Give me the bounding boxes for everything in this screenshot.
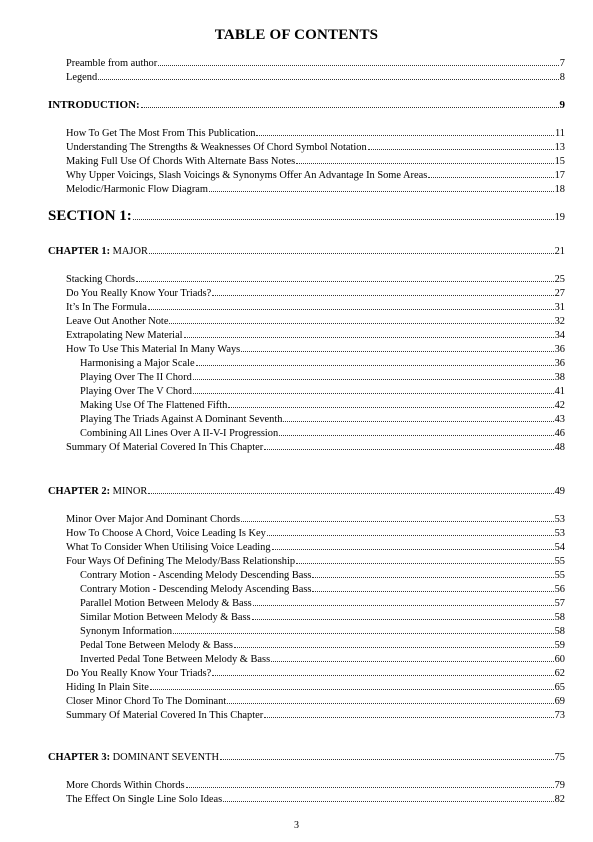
- chapter-prefix: CHAPTER 1:: [48, 246, 111, 257]
- toc-entry-page: 43: [554, 414, 565, 425]
- toc-entry-page: 11: [554, 128, 565, 139]
- leader-dots: [283, 412, 553, 422]
- toc-subentry[interactable]: [80, 370, 565, 384]
- leader-dots: [209, 182, 554, 192]
- toc-entry[interactable]: [66, 792, 565, 806]
- toc-chapter-entry[interactable]: [48, 750, 565, 764]
- toc-entry-page: 49: [554, 486, 565, 497]
- leader-dots: [98, 70, 559, 80]
- toc-entry-label: Summary Of Material Covered In This Chapter: [66, 442, 264, 453]
- toc-entry-label: Parallel Motion Between Melody & Bass: [80, 598, 252, 609]
- leader-dots: [150, 680, 554, 690]
- toc-entry[interactable]: [66, 168, 565, 182]
- toc-entry-label: Harmonising a Major Scale: [80, 358, 195, 369]
- leader-dots: [148, 484, 553, 494]
- toc-subentry[interactable]: [80, 356, 565, 370]
- leader-dots: [196, 356, 554, 366]
- toc-entry-label: MINOR: [110, 486, 148, 497]
- leader-dots: [212, 286, 553, 296]
- toc-subentry[interactable]: [80, 638, 565, 652]
- toc-entry-label: Four Ways Of Defining The Melody/Bass Relationship: [66, 556, 296, 567]
- toc-entry-page: 57: [554, 598, 565, 609]
- chapter-prefix: CHAPTER 2:: [48, 486, 111, 497]
- toc-entry-label: Why Upper Voicings, Slash Voicings & Synonyms Offer An Advantage In Some Areas: [66, 170, 428, 181]
- toc-entry-page: 25: [554, 274, 565, 285]
- toc-entry-label: How To Get The Most From This Publication: [66, 128, 256, 139]
- leader-dots: [428, 168, 553, 178]
- leader-dots: [256, 126, 554, 136]
- toc-subentry[interactable]: [80, 398, 565, 412]
- page-title: TABLE OF CONTENTS: [214, 27, 379, 43]
- toc-subentry[interactable]: [80, 384, 565, 398]
- toc-entry-page: 62: [554, 668, 565, 679]
- toc-entry-label: Making Full Use Of Chords With Alternate Bass Notes: [66, 156, 296, 167]
- toc-entry[interactable]: [66, 708, 565, 722]
- toc-entry-label: Melodic/Harmonic Flow Diagram: [66, 184, 208, 195]
- toc-entry[interactable]: [66, 126, 565, 140]
- toc-entry-label: Do You Really Know Your Triads?: [66, 288, 212, 299]
- toc-entry-label: Leave Out Another Note: [66, 316, 169, 327]
- toc-entry[interactable]: [66, 328, 565, 342]
- toc-entry-label: Minor Over Major And Dominant Chords: [66, 514, 241, 525]
- toc-section-entry[interactable]: [48, 210, 565, 224]
- leader-dots: [241, 342, 553, 352]
- leader-dots: [223, 792, 553, 802]
- toc-entry-page: 17: [554, 170, 565, 181]
- leader-dots: [296, 154, 553, 164]
- toc-entry-label: Inverted Pedal Tone Between Melody & Bass: [80, 654, 271, 665]
- toc-chapter-entry[interactable]: [48, 244, 565, 258]
- leader-dots: [141, 98, 559, 108]
- toc-entry-page: 38: [554, 372, 565, 383]
- leader-dots: [148, 300, 554, 310]
- toc-entry[interactable]: [66, 512, 565, 526]
- toc-entry[interactable]: [66, 680, 565, 694]
- toc-chapter-entry[interactable]: [48, 484, 565, 498]
- toc-entry-label: Preamble from author: [66, 58, 158, 69]
- toc-entry[interactable]: [66, 526, 565, 540]
- leader-dots: [312, 582, 553, 592]
- toc-entry-page: 54: [554, 542, 565, 553]
- toc-entry-page: 73: [554, 710, 565, 721]
- leader-dots: [253, 596, 554, 606]
- toc-entry-page: 27: [554, 288, 565, 299]
- toc-entry-page: 31: [554, 302, 565, 313]
- page-number: 3: [294, 820, 299, 831]
- toc-entry-page: 79: [554, 780, 565, 791]
- toc-entry-label: More Chords Within Chords: [66, 780, 185, 791]
- toc-entry-label: DOMINANT SEVENTH: [110, 752, 219, 763]
- toc-subentry[interactable]: [80, 652, 565, 666]
- toc-entry-page: 42: [554, 400, 565, 411]
- toc-entry-label: Summary Of Material Covered In This Chapter: [66, 710, 264, 721]
- toc-entry-page: 82: [554, 794, 565, 805]
- leader-dots: [158, 56, 559, 66]
- toc-entry-page: 60: [554, 654, 565, 665]
- toc-subentry[interactable]: [80, 568, 565, 582]
- toc-entry-page: 9: [559, 99, 565, 111]
- leader-dots: [267, 526, 554, 536]
- toc-entry[interactable]: [66, 182, 565, 196]
- leader-dots: [136, 272, 554, 282]
- toc-entry-page: 15: [554, 156, 565, 167]
- toc-entry-label: Playing The Triads Against A Dominant Seventh: [80, 414, 283, 425]
- leader-dots: [271, 652, 553, 662]
- toc-entry-page: 36: [554, 358, 565, 369]
- chapter-prefix: CHAPTER 3:: [48, 752, 111, 763]
- leader-dots: [264, 708, 553, 718]
- toc-subentry[interactable]: [80, 412, 565, 426]
- toc-entry-label: Stacking Chords: [66, 274, 135, 285]
- toc-entry-label: How To Choose A Chord, Voice Leading Is Key: [66, 528, 266, 539]
- toc-entry-label: The Effect On Single Line Solo Ideas: [66, 794, 223, 805]
- toc-entry-page: 55: [554, 556, 565, 567]
- toc-subentry[interactable]: [80, 426, 565, 440]
- toc-entry[interactable]: [66, 286, 565, 300]
- toc-entry-page: 53: [554, 514, 565, 525]
- toc-entry-label: Closer Minor Chord To The Dominant: [66, 696, 227, 707]
- toc-entry-page: 58: [554, 626, 565, 637]
- leader-dots: [252, 610, 554, 620]
- toc-subentry[interactable]: [80, 624, 565, 638]
- toc-entry-label: Similar Motion Between Melody & Bass: [80, 612, 251, 623]
- toc-entry-label: Contrary Motion - Ascending Melody Descending Bass: [80, 570, 312, 581]
- toc-entry[interactable]: [66, 272, 565, 286]
- toc-entry-label: Contrary Motion - Descending Melody Ascending Bass: [80, 584, 312, 595]
- toc-entry[interactable]: [66, 440, 565, 454]
- toc-subentry[interactable]: [80, 582, 565, 596]
- toc-entry-label: What To Consider When Utilising Voice Leading: [66, 542, 271, 553]
- toc-intro-entry[interactable]: [48, 98, 565, 112]
- leader-dots: [220, 750, 554, 760]
- leader-dots: [186, 778, 554, 788]
- toc-entry-page: 36: [554, 344, 565, 355]
- toc-entry-page: 21: [554, 246, 565, 257]
- toc-entry-label: Making Use Of The Flattened Fifth: [80, 400, 228, 411]
- toc-entry-label: It’s In The Formula: [66, 302, 147, 313]
- toc-entry-label: Legend: [66, 72, 98, 83]
- toc-entry-page: 59: [554, 640, 565, 651]
- toc-entry[interactable]: [66, 554, 565, 568]
- toc-entry[interactable]: [66, 694, 565, 708]
- toc-subentry[interactable]: [80, 596, 565, 610]
- leader-dots: [173, 624, 554, 634]
- toc-entry-label: Combining All Lines Over A II-V-I Progression: [80, 428, 279, 439]
- toc-entry-label: How To Use This Material In Many Ways: [66, 344, 241, 355]
- leader-dots: [228, 398, 553, 408]
- toc-entry-page: 8: [559, 72, 565, 83]
- toc-entry-label: Do You Really Know Your Triads?: [66, 668, 212, 679]
- leader-dots: [234, 638, 554, 648]
- leader-dots: [241, 512, 554, 522]
- toc-entry-page: 41: [554, 386, 565, 397]
- toc-entry[interactable]: [66, 666, 565, 680]
- toc-entry[interactable]: [66, 154, 565, 168]
- toc-entry-page: 13: [554, 142, 565, 153]
- toc-entry-page: 32: [554, 316, 565, 327]
- toc-entry-page: 56: [554, 584, 565, 595]
- toc-entry-page: 7: [559, 58, 565, 69]
- toc-entry-page: 34: [554, 330, 565, 341]
- leader-dots: [149, 244, 554, 254]
- toc-entry-page: 53: [554, 528, 565, 539]
- toc-entry-label: SECTION 1:: [48, 208, 132, 224]
- leader-dots: [272, 540, 554, 550]
- leader-dots: [296, 554, 554, 564]
- leader-dots: [193, 370, 554, 380]
- toc-entry-label: Understanding The Strengths & Weaknesses Of Chord Symbol Notation: [66, 142, 367, 153]
- toc-entry[interactable]: [66, 778, 565, 792]
- toc-entry[interactable]: [66, 342, 565, 356]
- leader-dots: [184, 328, 554, 338]
- leader-dots: [227, 694, 553, 704]
- toc-entry-page: 18: [554, 184, 565, 195]
- leader-dots: [212, 666, 553, 676]
- toc-subentry[interactable]: [80, 610, 565, 624]
- toc-entry-label: MAJOR: [110, 246, 148, 257]
- toc-entry-label: INTRODUCTION:: [48, 99, 140, 111]
- toc-entry-label: Synonym Information: [80, 626, 173, 637]
- toc-entry[interactable]: [66, 56, 565, 70]
- toc-entry[interactable]: [66, 70, 565, 84]
- toc-entry-page: 58: [554, 612, 565, 623]
- toc-entry-label: Extrapolating New Material: [66, 330, 183, 341]
- toc-entry-page: 48: [554, 442, 565, 453]
- toc-entry-label: Playing Over The II Chord: [80, 372, 192, 383]
- leader-dots: [264, 440, 553, 450]
- toc-entry-page: 69: [554, 696, 565, 707]
- toc-entry-page: 19: [554, 212, 565, 223]
- leader-dots: [133, 210, 554, 220]
- leader-dots: [368, 140, 554, 150]
- toc-entry-label: Hiding In Plain Site: [66, 682, 149, 693]
- toc-entry-label: Playing Over The V Chord: [80, 386, 192, 397]
- leader-dots: [169, 314, 553, 324]
- toc-entry[interactable]: [66, 540, 565, 554]
- leader-dots: [279, 426, 553, 436]
- leader-dots: [193, 384, 554, 394]
- toc-entry[interactable]: [66, 300, 565, 314]
- leader-dots: [312, 568, 553, 578]
- toc-entry-page: 55: [554, 570, 565, 581]
- toc-entry-label: Pedal Tone Between Melody & Bass: [80, 640, 233, 651]
- toc-entry[interactable]: [66, 140, 565, 154]
- toc-entry-page: 75: [554, 752, 565, 763]
- toc-entry-page: 65: [554, 682, 565, 693]
- toc-entry-page: 46: [554, 428, 565, 439]
- toc-entry[interactable]: [66, 314, 565, 328]
